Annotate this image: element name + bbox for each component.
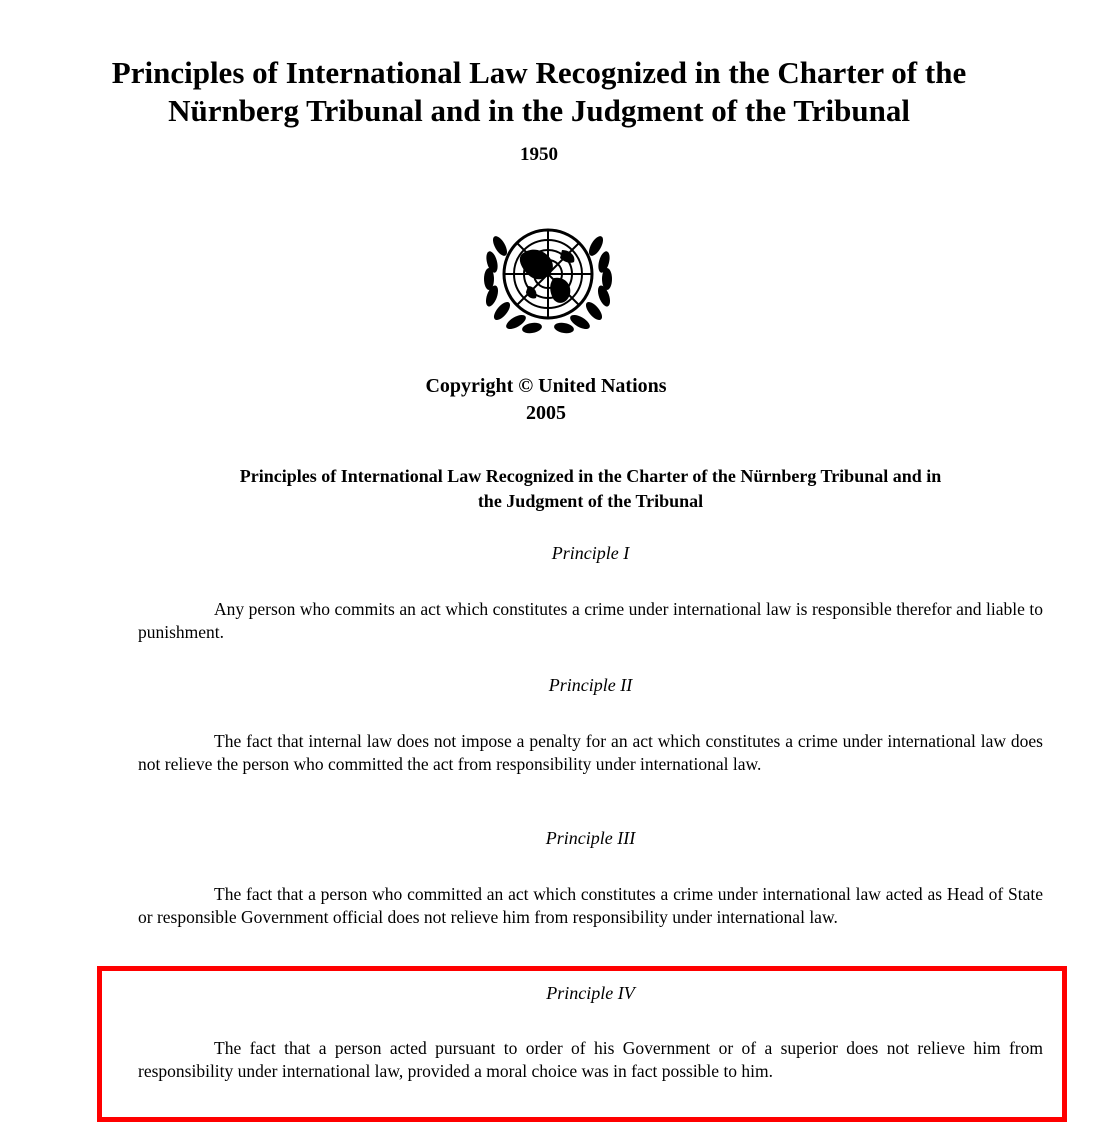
principle-4-heading: Principle IV: [546, 983, 635, 1003]
main-title-line-1: Principles of International Law Recognized in the Charter of the: [111, 55, 967, 90]
un-emblem-icon: [478, 216, 618, 340]
document-subtitle: [138, 464, 1043, 514]
copyright-line-1: Copyright © United Nations: [425, 375, 667, 397]
copyright-notice: [0, 373, 1092, 427]
principle-2-heading: Principle II: [548, 675, 633, 695]
copyright-year: 2005: [526, 402, 566, 424]
subtitle-line-1: Principles of International Law Recognized in the Charter of the Nürnberg Tribunal and in: [239, 466, 942, 486]
main-title-line-2: Nürnberg Tribunal and in the Judgment of the Tribunal: [168, 93, 910, 128]
principle-4-text: The fact that a person acted pursuant to order of his Government or of a superior does not relieve him from responsibility under international law, provided a moral choice was in fact possible to him.: [138, 1038, 1043, 1081]
principle-1-heading: Principle I: [551, 543, 630, 563]
principle-1-text: Any person who commits an act which constitutes a crime under international law is responsible therefor and liable to punishment.: [138, 599, 1043, 642]
principle-3-heading: Principle III: [545, 828, 636, 848]
main-title: [0, 54, 1078, 130]
subtitle-line-2: the Judgment of the Tribunal: [477, 491, 704, 511]
principle-2-text: The fact that internal law does not impose a penalty for an act which constitutes a crime under international law does not relieve the person who committed the act from responsibility under international law.: [138, 731, 1043, 774]
document-year: 1950: [520, 144, 558, 165]
principle-3-text: The fact that a person who committed an act which constitutes a crime under international law acted as Head of State or responsible Government official does not relieve him from responsibility under international law.: [138, 884, 1043, 927]
